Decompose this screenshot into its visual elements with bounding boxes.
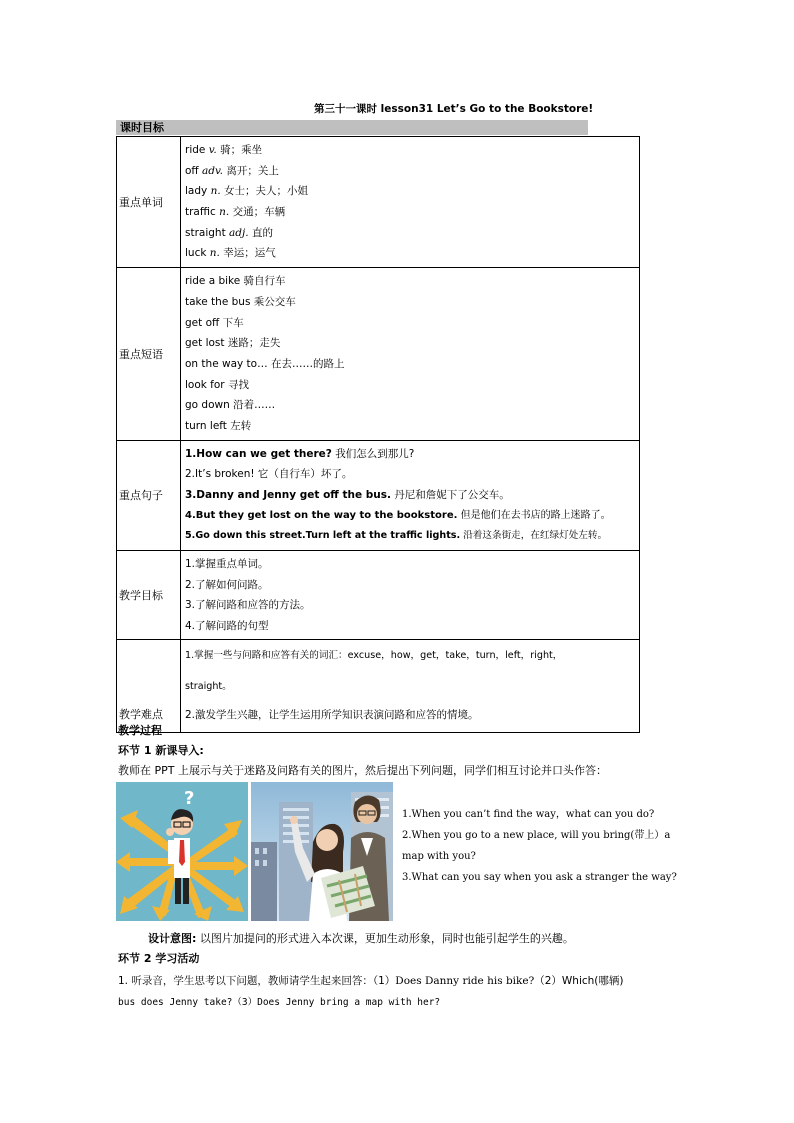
word-line: lady n. 女士；夫人；小姐: [185, 185, 309, 198]
page-title: 第三十一课时 lesson31 Let’s Go to the Bookstore!: [314, 103, 594, 115]
sentence-line: 2.It’s broken! 它（自行车）坏了。: [185, 468, 353, 481]
difficulty-line: straight。: [185, 680, 232, 692]
sentence-line: 3.Danny and Jenny get off the bus. 丹尼和詹妮下了公交车。: [185, 489, 510, 501]
step2-text: [118, 970, 688, 1014]
intro-questions: [402, 804, 682, 888]
sentence-line: 1.How can we get there? 我们怎么到那儿?: [185, 447, 415, 460]
phrase-line: go down 沿着……: [185, 399, 276, 412]
goal-line: 1.掌握重点单词。: [185, 558, 269, 571]
table-row-goals: [117, 551, 640, 640]
step1-heading: 环节 1 新课导入:: [118, 744, 204, 757]
asking-way-photo: [251, 782, 393, 921]
table-row-difficulties: [117, 639, 640, 732]
process-heading: 教学过程: [118, 724, 162, 737]
lost-person-illustration: [116, 782, 248, 921]
map-couple-photo-icon: [251, 782, 393, 921]
row-label-phrases: 重点短语: [117, 268, 181, 441]
step2-heading: 环节 2 学习活动: [118, 952, 200, 965]
question-item: 1.When you can’t find the way，what can you do?: [402, 809, 655, 820]
word-line: luck n. 幸运；运气: [185, 247, 276, 260]
sentence-line: 4.But they get lost on the way to the bookstore. 但是他们在去书店的路上迷路了。: [185, 509, 611, 521]
sentence-line: 5.Go down this street.Turn left at the traffic lights. 沿着这条街走，在红绿灯处左转。: [185, 530, 608, 542]
goals-cell: [181, 551, 640, 640]
objectives-table: [116, 136, 640, 733]
table-row-words: [117, 137, 640, 268]
word-line: ride v. 骑；乘坐: [185, 144, 263, 156]
row-label-difficulties: 教学难点: [117, 639, 181, 732]
goal-line: 4.了解问路的句型: [185, 620, 269, 633]
svg-text:?: ?: [184, 788, 195, 809]
goal-line: 2.了解如何问路。: [185, 578, 269, 591]
question-item: 3.What can you say when you ask a stranger the way?: [402, 872, 677, 883]
question-item: 2.When you go to a new place, will you bring(带上）a map with you?: [402, 830, 671, 862]
phrase-line: look for 寻找: [185, 378, 249, 391]
phrase-line: get off 下车: [185, 316, 244, 329]
table-row-sentences: [117, 440, 640, 550]
word-line: straight adj. 直的: [185, 226, 273, 239]
step1-text: 教师在 PPT 上展示与关于迷路及问路有关的图片，然后提出下列问题，同学们相互讨论并口头作答：: [118, 764, 607, 777]
word-line: off adv. 离开；关上: [185, 164, 279, 177]
sentences-cell: [181, 440, 640, 550]
row-label-sentences: 重点句子: [117, 440, 181, 550]
phrase-line: take the bus 乘公交车: [185, 295, 296, 308]
step2-line-1: 1. 听录音，学生思考以下问题，教师请学生起来回答：（1）Does Danny ride his bike?（2）Which(哪辆): [118, 975, 624, 987]
phrase-line: get lost 迷路；走失: [185, 337, 281, 350]
phrases-cell: [181, 268, 640, 441]
step2-line-2: bus does Jenny take?（3）Does Jenny bring a map with her?: [118, 997, 441, 1008]
lost-person-arrows-icon: [116, 782, 248, 921]
phrase-line: on the way to… 在去……的路上: [185, 357, 345, 370]
phrase-line: turn left 左转: [185, 419, 252, 432]
phrase-line: ride a bike 骑自行车: [185, 275, 286, 288]
difficulty-line: 1.掌握一些与问路和应答有关的词汇：excuse，how，get，take，turn，left，right，: [185, 649, 563, 661]
table-row-phrases: [117, 268, 640, 441]
word-line: traffic n. 交通；车辆: [185, 206, 286, 219]
difficulty-line: 2.激发学生兴趣，让学生运用所学知识表演问路和应答的情境。: [185, 709, 479, 722]
design-intent: 设计意图: 以图片加提问的形式进入本次课，更加生动形象，同时也能引起学生的兴趣。: [148, 932, 574, 945]
goal-line: 3.了解问路和应答的方法。: [185, 599, 311, 612]
row-label-words: 重点单词: [117, 137, 181, 268]
difficulties-cell: [181, 639, 640, 732]
words-cell: [181, 137, 640, 268]
section-header: 课时目标: [116, 120, 588, 135]
row-label-goals: 教学目标: [117, 551, 181, 640]
